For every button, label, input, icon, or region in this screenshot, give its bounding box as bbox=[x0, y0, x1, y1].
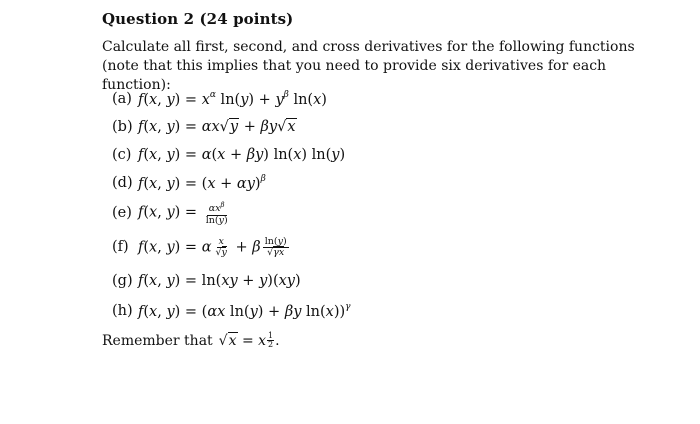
function-expression: f(x, y) = (αx ln(y) + βy ln(x))$^\gamma$ bbox=[138, 302, 351, 320]
item-label: (g) bbox=[112, 273, 133, 289]
function-item-f bbox=[112, 234, 291, 260]
remember-expression: √x = x $\frac{1}{2}$ . bbox=[218, 331, 280, 349]
function-expression: f(x, y) = α $\frac{x}{√y}$ + β $\frac{\ln(y)}{√\gamma x}$ bbox=[138, 235, 287, 258]
function-expression: f(x, y) = α(x + βy) ln(x) ln(y) bbox=[138, 147, 346, 163]
function-item-g bbox=[112, 268, 301, 294]
item-label: (c) bbox=[112, 147, 132, 163]
item-label: (f) bbox=[112, 239, 129, 255]
item-label: (h) bbox=[112, 303, 133, 319]
function-item-h bbox=[112, 298, 351, 324]
item-label: (d) bbox=[112, 175, 133, 191]
function-item-c bbox=[112, 142, 345, 168]
question-title: Question 2 (24 points) bbox=[102, 10, 294, 28]
remember-prefix: Remember that bbox=[102, 332, 213, 349]
item-label: (e) bbox=[112, 205, 132, 221]
function-expression: f(x, y) = αx√y + βy√x bbox=[138, 119, 296, 135]
function-item-b bbox=[112, 114, 297, 140]
function-expression: f(x, $y) = x^\alpha$ $\ln(y) + y^\beta$ ln(x) bbox=[138, 90, 327, 108]
function-item-d bbox=[112, 170, 266, 196]
function-item-e bbox=[112, 200, 232, 226]
question-intro: Calculate all first, second, and cross derivatives for the following functions (note that this implies that you need to provide six derivatives for each function): bbox=[102, 39, 635, 93]
item-label: (a) bbox=[112, 91, 132, 107]
remember-note bbox=[102, 332, 280, 349]
item-label: (b) bbox=[112, 119, 133, 135]
function-expression: f(x, $y) = (x + \alpha y)^\beta$ bbox=[138, 174, 266, 192]
function-expression: f(x, y) = ln(xy + y)(xy) bbox=[138, 273, 301, 289]
function-item-a bbox=[112, 86, 327, 112]
function-expression: f(x, y) = $\frac{\alpha x^\beta}{\ln(y)}$ bbox=[138, 201, 228, 226]
